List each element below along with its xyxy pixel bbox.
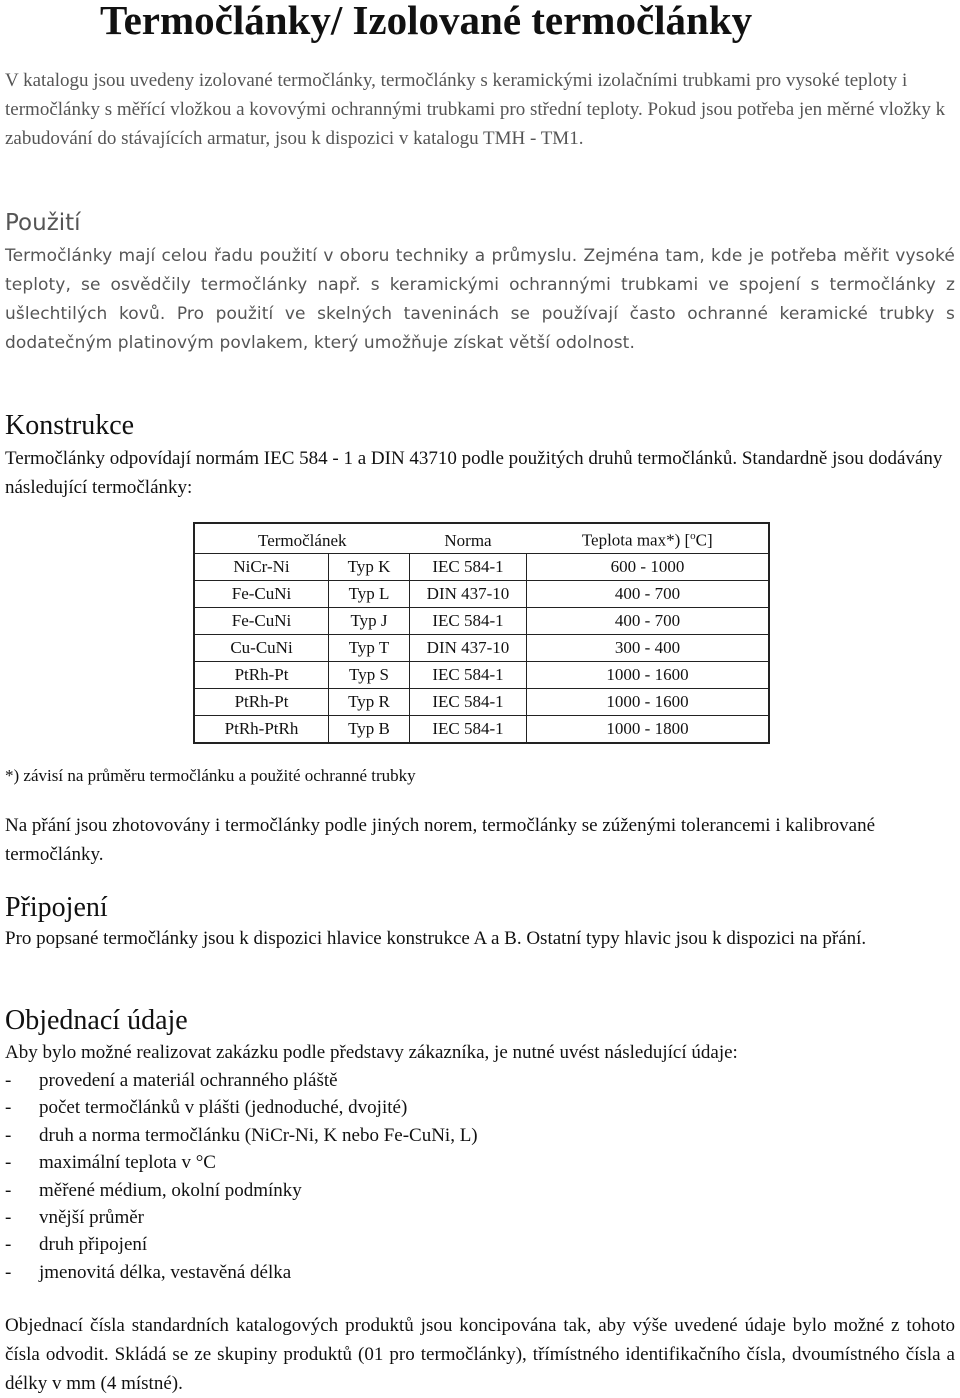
list-dash: -	[5, 1070, 12, 1091]
usage-paragraph: Termočlánky mají celou řadu použití v oboru techniky a průmyslu. Zejména tam, kde je potřeba měřit vysoké teploty, se osvědčily termočlánky např. s keramickými ochrannými trubkami ve spojení s termočlánky z ušlechtilých kovů. Pro použití ve skelných taveninách se používají často ochranné keramické trubky s dodatečným platinovým povlakem, který umožňuje získat větší odolnost.	[5, 246, 955, 353]
cell-code: Typ R	[329, 689, 410, 716]
cell-type: Fe-CuNi	[194, 581, 329, 608]
list-item-text: druh a norma termočlánku (NiCr-Ni, K nebo Fe-CuNi, L)	[39, 1124, 478, 1146]
list-item	[5, 1231, 478, 1258]
header-temperature-prefix: Teplota max*) [	[581, 531, 691, 550]
cell-temp: 300 - 400	[527, 635, 770, 662]
page-title: Termočlánky/ Izolované termočlánky	[100, 0, 753, 43]
thermocouple-table-container	[193, 522, 770, 744]
cell-norm: DIN 437-10	[410, 635, 527, 662]
cell-type: Fe-CuNi	[194, 608, 329, 635]
table-row	[194, 554, 769, 581]
table-row	[194, 662, 769, 689]
cell-norm: IEC 584-1	[410, 608, 527, 635]
list-dash: -	[5, 1152, 12, 1174]
table-row	[194, 608, 769, 635]
list-dash: -	[5, 1234, 12, 1256]
cell-temp: 400 - 700	[527, 608, 770, 635]
header-temperature-suffix: C]	[695, 531, 713, 550]
cell-type: NiCr-Ni	[194, 554, 329, 581]
list-item	[5, 1204, 478, 1231]
construction-heading: Konstrukce	[5, 410, 135, 441]
cell-norm: IEC 584-1	[410, 554, 527, 581]
list-item	[5, 1149, 478, 1176]
usage-heading: Použití	[5, 210, 81, 236]
cell-code: Typ L	[329, 581, 410, 608]
custom-norms-paragraph: Na přání jsou zhotovovány i termočlánky podle jiných norem, termočlánky se zúženými tolerancemi i kalibrované termočlánky.	[5, 815, 876, 865]
cell-temp: 1000 - 1600	[527, 662, 770, 689]
cell-type: PtRh-Pt	[194, 689, 329, 716]
cell-code: Typ T	[329, 635, 410, 662]
ordering-closing-paragraph: Objednací čísla standardních katalogových produktů jsou koncipována tak, aby výše uvedené údaje bylo možné z tohoto čísla odvodit. Skládá se ze skupiny produktů (01 pro termočlánky), třímístného identifikačního čísla, dvoumístného čísla a délky v mm (4 místné).	[5, 1315, 955, 1394]
list-item	[5, 1259, 478, 1286]
connection-heading: Připojení	[5, 892, 108, 923]
ordering-list	[5, 1067, 478, 1286]
list-dash: -	[5, 1097, 12, 1119]
cell-type: Cu-CuNi	[194, 635, 329, 662]
header-type: Termočlánek	[194, 523, 410, 554]
cell-temp: 1000 - 1800	[527, 716, 770, 744]
cell-norm: DIN 437-10	[410, 581, 527, 608]
ordering-heading: Objednací údaje	[5, 1005, 188, 1036]
table-header-row	[194, 523, 769, 554]
list-item-text: druh připojení	[39, 1234, 148, 1256]
list-item-text: měřené médium, okolní podmínky	[39, 1179, 302, 1201]
list-item-text: maximální teplota v °C	[39, 1152, 216, 1174]
connection-paragraph: Pro popsané termočlánky jsou k dispozici hlavice konstrukce A a B. Ostatní typy hlavic jsou k dispozici na přání.	[5, 928, 867, 949]
list-item	[5, 1122, 478, 1149]
list-dash: -	[5, 1179, 12, 1201]
cell-norm: IEC 584-1	[410, 662, 527, 689]
cell-code: Typ S	[329, 662, 410, 689]
intro-paragraph: V katalogu jsou uvedeny izolované termočlánky, termočlánky s keramickými izolačními trubkami pro vysoké teploty i termočlánky s měřící vložkou a kovovými ochrannými trubkami pro střední teploty. Pokud jsou potřeba jen měrné vložky k zabudování do stávajících armatur, jsou k dispozici v katalogu TMH - TM1.	[5, 70, 946, 149]
ordering-intro: Aby bylo možné realizovat zakázku podle představy zákazníka, je nutné uvést následující údaje:	[5, 1042, 738, 1063]
thermocouple-table	[193, 522, 770, 744]
header-temperature	[527, 523, 770, 554]
cell-type: PtRh-Pt	[194, 662, 329, 689]
cell-temp: 400 - 700	[527, 581, 770, 608]
table-row	[194, 635, 769, 662]
list-item	[5, 1177, 478, 1204]
list-item	[5, 1067, 478, 1094]
header-temperature-degree: o	[690, 530, 696, 543]
list-dash: -	[5, 1124, 12, 1146]
table-row	[194, 581, 769, 608]
table-row	[194, 716, 769, 744]
list-dash: -	[5, 1261, 12, 1283]
list-item-text: vnější průměr	[39, 1207, 145, 1229]
cell-norm: IEC 584-1	[410, 716, 527, 744]
list-dash: -	[5, 1207, 12, 1229]
list-item	[5, 1094, 478, 1121]
table-footnote: *) závisí na průměru termočlánku a použité ochranné trubky	[5, 766, 416, 785]
list-item-text: jmenovitá délka, vestavěná délka	[39, 1261, 292, 1283]
cell-type: PtRh-PtRh	[194, 716, 329, 744]
table-row	[194, 689, 769, 716]
cell-code: Typ J	[329, 608, 410, 635]
cell-code: Typ B	[329, 716, 410, 744]
cell-temp: 600 - 1000	[527, 554, 770, 581]
cell-temp: 1000 - 1600	[527, 689, 770, 716]
cell-norm: IEC 584-1	[410, 689, 527, 716]
construction-paragraph: Termočlánky odpovídají normám IEC 584 - 1 a DIN 43710 podle použitých druhů termočlánků. Standardně jsou dodávány následující termočlánky:	[5, 448, 943, 498]
header-norm: Norma	[410, 523, 527, 554]
list-item-text: počet termočlánků v plášti (jednoduché, dvojité)	[39, 1097, 408, 1119]
cell-code: Typ K	[329, 554, 410, 581]
list-item-text: provedení a materiál ochranného pláště	[39, 1070, 338, 1091]
